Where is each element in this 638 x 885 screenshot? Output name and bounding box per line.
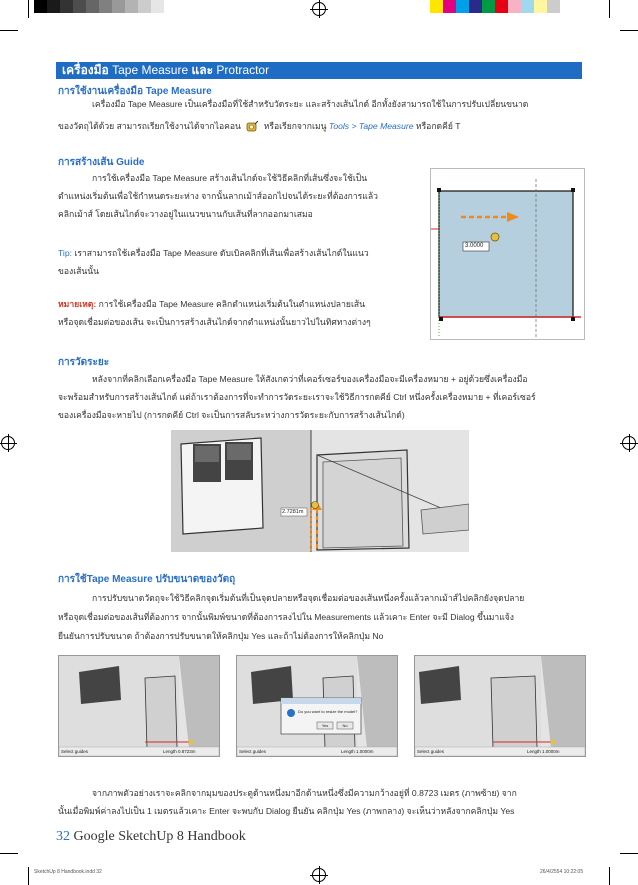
slug-file-info: SketchUp 8 Handbook.indd 32 — [34, 869, 102, 875]
note-label: หมายเหตุ: — [58, 299, 97, 309]
tip-label: Tip: — [58, 248, 73, 258]
page-footer — [56, 829, 246, 845]
resize-line-1: การปรับขนาดวัตถุจะใช้วิธีคลิกจุดเริ่มต้นที่เป็นจุดปลายหรือจุดเชื่อมต่อของเส้นหนึ่งครั้งแล้วลากเม้าส์ไปคลิกยังจุดปลาย — [92, 593, 525, 603]
resize-line-3: ยืนยันการปรับขนาด ถ้าต้องการปรับขนาดให้คลิกปุ่ม Yes และถ้าไม่ต้องการให้คลิกปุ่ม No — [58, 631, 384, 641]
title-and: และ — [191, 63, 214, 77]
book-title: Google SketchUp 8 Handbook — [73, 829, 246, 844]
title-protractor: Protractor — [216, 63, 270, 77]
figure-guide-screenshot — [430, 168, 585, 340]
guide-line-1: การใช้เครื่องมือ Tape Measure สร้างเส้นไกด์จะใช้วิธีคลิกที่เส้นซึ่งจะใช้เป็น — [92, 173, 368, 183]
right-status: Select guides — [417, 749, 445, 754]
heading-resize: การใช้Tape Measure ปรับขนาดของวัตถุ — [58, 574, 236, 585]
guide-figure-value: 3.0000 — [465, 243, 484, 249]
middle-status: Select guides — [239, 749, 267, 754]
registration-mark-top — [312, 2, 326, 16]
left-status: Select guides — [61, 749, 89, 754]
figure-measure-screenshot — [171, 430, 469, 552]
resize-screenshot-right — [414, 655, 586, 757]
chapter-title-bar — [56, 62, 582, 79]
measure-line-1: หลังจากที่คลิกเลือกเครื่องมือ Tape Measure ให้สังเกตว่าที่เคอร์เซอร์ของเครื่องมือจะมีเครื่องหมาย + อยู่ด้วยซึ่งเครื่องมือ — [92, 374, 528, 384]
using-line2-c: หรือกดคีย์ T — [415, 121, 461, 131]
slug-timestamp: 26/4/2554 10:22:05 — [540, 869, 584, 875]
paragraph-using-line2 — [58, 118, 584, 135]
dialog-yes-button[interactable]: Yes — [321, 723, 329, 728]
measure-line-3: ของเครื่องมือจะหายไป (การกดคีย์ Ctrl จะเป็นการสลับระหว่างการวัดระยะกับการสร้างเส้นไกด์) — [58, 410, 405, 420]
menu-path: Tools > Tape Measure — [328, 121, 414, 131]
resize-screenshot-middle — [236, 655, 398, 757]
note-text-1: การใช้เครื่องมือ Tape Measure คลิกตำแหน่งเริ่มต้นในตำแหน่งปลายเส้น — [98, 299, 365, 309]
tape-measure-icon — [246, 121, 258, 132]
note-line-2: หรือจุดเชื่อมต่อของเส้น จะเป็นการสร้างเส้นไกด์จากตำแหน่งนั้นยาวไปในทิศทางต่างๆ — [58, 317, 371, 327]
registration-mark-left — [1, 436, 15, 450]
using-line2-a: ของวัตถุได้ด้วย สามารถเรียกใช้งานได้จากไอคอน — [58, 121, 241, 131]
left-measure: Length 0.8723m — [163, 749, 196, 754]
heading-using-tape-measure: การใช้งานเครื่องมือ Tape Measure — [58, 86, 212, 97]
resize-line-2: หรือจุดเชื่อมต่อของเส้นที่ต้องการ จากนั้นพิมพ์ขนาดที่ต้องการลงไปใน Measurements แล้วเคาะ Enter จะมี Dialog ขึ้นมาแจ้ง — [58, 612, 514, 622]
closing-line-1: จากภาพตัวอย่างเราจะคลิกจากมุมของประตูด้านหนึ่งมาอีกด้านหนึ่งซึ่งมีความกว้างอยู่ที่ 0.8723 เมตร (ภาพซ้าย) จาก — [92, 788, 517, 798]
registration-mark-bottom — [312, 868, 326, 882]
heading-measure: การวัดระยะ — [58, 357, 110, 368]
closing-line-2: นั้นเมื่อพิมพ์ค่าลงไปเป็น 1 เมตรแล้วเคาะ Enter จะพบกับ Dialog ยืนยัน คลิกปุ่ม Yes (ภาพกลาง) จะเห็นว่าหลังจากคลิกปุ่ม Yes — [58, 806, 515, 816]
tip-line-2: ของเส้นนั้น — [58, 266, 100, 276]
guide-line-2: ตำแหน่งเริ่มต้นเพื่อใช้กำหนดระยะห่าง จากนั้นลากเม้าส์ออกไปจนได้ระยะที่ต้องการแล้ว — [58, 191, 378, 201]
heading-create-guide: การสร้างเส้น Guide — [58, 157, 145, 168]
guide-line-3: คลิกเม้าส์ โดยเส้นไกด์จะวางอยู่ในแนวขนานกับเส้นที่ลากออกมาเสมอ — [58, 209, 313, 219]
dialog-no-button[interactable]: No — [342, 723, 348, 728]
measure-line-2: จะพร้อมสำหรับการสร้างเส้นไกด์ แต่ถ้าเราต้องการที่จะทำการวัดระยะเราจะใช้วิธีการกดคีย์ Ctrl หนึ่งครั้งเครื่องหมาย + ที่เคอร์เซอร์ — [58, 392, 536, 402]
right-measure: Length 1.0000m — [527, 749, 560, 754]
paragraph-using-line1: เครื่องมือ Tape Measure เป็นเครื่องมือที่ใช้สำหรับวัดระยะ และสร้างเส้นไกด์ อีกทั้งยังสามารถใช้ในการปรับเปลี่ยนขนาด — [92, 99, 529, 109]
page-number: 32 — [56, 829, 70, 844]
title-tape-measure: Tape Measure — [112, 63, 189, 77]
tip-text-1: เราสามารถใช้เครื่องมือ Tape Measure ดับเบิลคลิกที่เส้นเพื่อสร้างเส้นไกด์ในแนว — [74, 248, 369, 258]
using-line2-b: หรือเรียกจากเมนู — [263, 121, 327, 131]
title-thai: เครื่องมือ — [62, 63, 109, 77]
tip-line-1 — [58, 245, 420, 262]
note-line-1 — [58, 296, 420, 313]
registration-mark-right — [622, 436, 636, 450]
middle-measure: Length 1.0000m — [341, 749, 374, 754]
dialog-question: Do you want to resize the model? — [298, 709, 358, 714]
resize-screenshot-left — [58, 655, 220, 757]
measure-figure-value: 2.7281m — [282, 509, 304, 515]
